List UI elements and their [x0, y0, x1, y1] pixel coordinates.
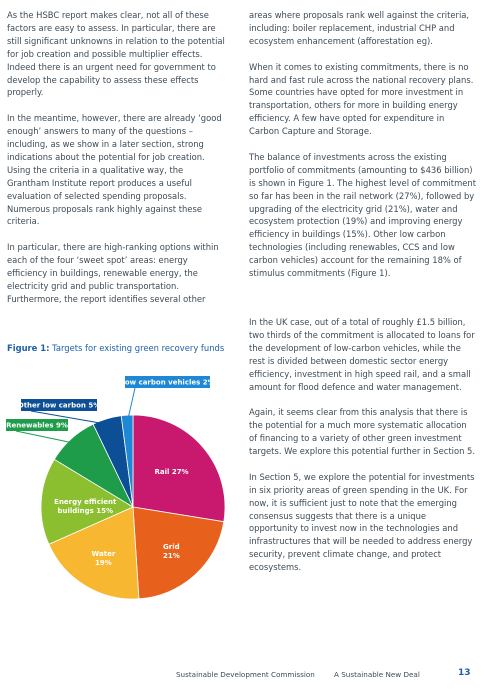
slice-label: Grid 21%: [162, 543, 180, 561]
figure-caption: [7, 343, 224, 353]
figure-label: Figure 1:: [7, 343, 50, 353]
right-column-lower: [249, 316, 477, 587]
slice-label: Renewables 9%: [6, 421, 68, 430]
page-number: 13: [458, 668, 471, 678]
paragraph: When it comes to existing commitments, there is no hard and fast rule across the national recovery plans. Some countries have opted for more investment in transportation, others for more in building energy efficiency. A few have opted for expenditure in Carbon Capture and Storage.: [249, 61, 474, 137]
paragraph: In Section 5, we explore the potential for investments in six priority areas of green spending in the UK. For now, it is sufficient just to note that the emerging consensus suggests that there is a unique opportunity to invest now in the technologies and infrastructures that will be needed to address energy security, prevent climate change, and protect ecosystems.: [249, 471, 475, 573]
left-column: [7, 9, 227, 319]
slice-label: Water 19%: [91, 549, 116, 567]
paragraph: The balance of investments across the existing portfolio of commitments (amounting to $436 billion) is shown in Figure 1. The highest level of commitment so far has been in the rail network (27%), followed by upgrading of the electricity grid (21%), water and ecosystem protection (19%) and improving energy efficiency in buildings (15%). Other low carbon technologies (including renewables, CCS and low carbon vehicles) account for the remaining 18% of stimulus commitments (Figure 1).: [249, 151, 476, 279]
right-column: [249, 9, 477, 293]
slice-label: Rail 27%: [154, 468, 189, 477]
paragraph: In particular, there are high-ranking options within each of the four ‘sweet spot’ areas: energy efficiency in buildings, renewable energy, the electricity grid and public transportation. Furthermore, the report identifies several other: [7, 242, 219, 304]
slice-label: Energy efficient buildings 15%: [54, 497, 117, 515]
footer-document-title: A Sustainable New Deal: [334, 670, 420, 679]
footer-organisation: Sustainable Development Commission: [176, 670, 315, 679]
paragraph: Again, it seems clear from this analysis that there is the potential for a much more systematic allocation of financing to a variety of other green investment targets. We explore this potential further in Section 5.: [249, 407, 476, 457]
slice-label: Low carbon vehicles 2%: [120, 378, 215, 387]
paragraph: In the UK case, out of a total of roughly £1.5 billion, two thirds of the commitment is allocated to loans for the development of low-carbon vehicles, while the rest is divided between domestic sector energy efficiency, investment in high speed rail, and a small amount for flood defence and water management.: [249, 317, 475, 392]
pie-chart: [0, 360, 240, 660]
figure-caption-text: Targets for existing green recovery funds: [49, 343, 225, 353]
label-connector: [16, 431, 75, 443]
paragraph: As the HSBC report makes clear, not all of these factors are easy to assess. In particular, there are still significant unknowns in relation to the potential for job creation and possible multiplier effects. Indeed there is an urgent need for government to develop the capability to assess these effects properly.: [7, 10, 225, 98]
paragraph: areas where proposals rank well against the criteria, including: boiler replacement, industrial CHP and ecosystem enhancement (afforestation eg).: [249, 10, 470, 46]
slice-label: Other low carbon 5%: [17, 401, 101, 410]
paragraph: In the meantime, however, there are already ‘good enough’ answers to many of the questions – including, as we show in a later section, strong indications about the potential for job creation. Using the criteria in a qualitative way, the Grantham Institute report produces a useful evaluation of selected spending proposals. Numerous proposals rank highly against these criteria.: [7, 113, 222, 227]
